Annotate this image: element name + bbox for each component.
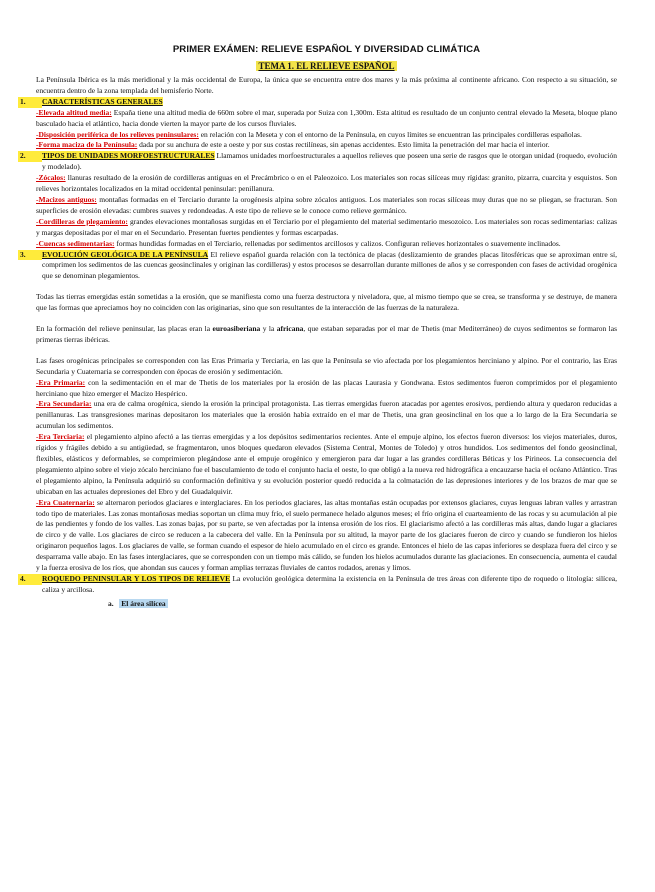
section-heading: EVOLUCIÓN GEOLÓGICA DE LA PENÍNSULA	[42, 249, 209, 259]
list-item: -Macizos antiguos: montañas formadas en el Terciario durante la orogénesis alpina sobre zócalos antiguos. Los materiales son rocas silíceas muy duras que no se pliegan, se fracturan. Son superficies de erosión elevadas: cumbres suaves y redondeadas. A este tipo de relieve se le conoce como relieve germánico.	[36, 194, 617, 215]
list-item: -Era Cuaternaria: se alternaron periodos glaciares e interglaciares. En los periodos glaciares, las altas montañas están ocupadas por extensos glaciares, cuyas lenguas labran valles y arrastran todo tipo de materiales. Las zonas montañosas medias soportan un clima muy frío, el suelo permanece helado algunos meses; el frío origina el cuarteamiento de las rocas y su acumulación al pie de las pendientes y fondo de los valles. Las zonas bajas, por su parte, se ven afectadas por la intensa erosión de los ríos. El glaciarismo afectó a las cordilleras más altas, dando lugar a glaciares de circo y de valle. Los glaciares de circo se reducen a la cabecera del valle. En la Península por su altitud, la mayor parte de los glaciares fueron de circo y cuando se fundieron los hielos originaron pequeños lagos. Los glaciares de valle, se forman cuando el espesor de hielo acumulado en el circo es grande. Entonces el hielo de las capas inferiores se desplaza fuera del circo y se desparrama valle abajo. En las fases interglaciares, que se corresponden con un tiempo más cálido, se funden los hielos acumulados durante las glaciaciones. En consecuencia, aumenta el caudal y la fuerza erosiva de los ríos, que ahondan sus cauces y forman amplias terrazas fluviales de cantos rodados, arenas y limos.	[36, 497, 618, 573]
section-number: 2.	[18, 151, 42, 162]
document-title: PRIMER EXÁMEN: RELIEVE ESPAÑOL Y DIVERSIDAD CLIMÁTICA	[172, 44, 481, 55]
section-number: 3.	[18, 250, 42, 261]
list-item: -Elevada altitud media: España tiene una altitud media de 660m sobre el mar, superada por Suiza con 1,300m. Esta altitud es resultado de un conjunto central elevado la Meseta, bloque plano basculado hacia el atlántico, hacia donde vierten la mayor parte de los cursos fluviales.	[36, 107, 618, 128]
list-item: -Forma maciza de la Península: dada por su anchura de este a oeste y por sus costas rectilíneas, sin apenas accidentes. Esto limita la penetración del mar hacia el interior.	[36, 140, 550, 150]
paragraph: Todas las tierras emergidas están sometidas a la erosión, que se manifiesta como una fuerza destructora y niveladora, que, al mismo tiempo que se crea, se transforma y se destruye, de manera que las formas que apreciamos hoy no coinciden con las originarias, sino que son resultantes de la interacción de las fuerzas de la naturaleza.	[36, 292, 617, 313]
section-1	[20, 96, 617, 108]
paragraph: En la formación del relieve peninsular, las placas eran la euroasiberiana y la africana, que estaban separadas por el mar de Thetis (mar Mediterráneo) de cuyos sedimentos se formaron las primeras tierras ibéricas.	[36, 324, 617, 344]
section-heading: TIPOS DE UNIDADES MORFOESTRUCTURALES	[42, 151, 215, 161]
list-item: -Cordilleras de plegamiento: grandes elevaciones montañosas surgidas en el Terciario por el plegamiento del material sedimentario mesozoico. Los materiales son rocas sedimentarias: calizas y margas depositadas por el mar en el Secundario. Presentan fuertes pendientes y formas escarpadas.	[36, 216, 617, 237]
intro-paragraph: La Península Ibérica es la más meridional y la más occidental de Europa, la única que se encuentra entre dos mares y la más próxima al continente africano. Con respecto a su situación, se encuentra dentro de la zona templada del hemisferio Norte.	[36, 75, 617, 95]
section-number: 4.	[18, 574, 42, 585]
list-item: -Era Secundaria: una era de calma orogénica, siendo la erosión la principal protagonista. Las tierras emergidas fueron atacadas por agentes erosivos, perdiendo altura y quedaron reducidas a penillanuras. Las transgresiones marinas depositaron los materiales que la erosión había extraído en el mar de Thetis, una gran geosinclinal en los que a lo largo de la Era Secundaria se acumulan los sedimentos.	[36, 399, 617, 431]
section-number: 1.	[18, 97, 42, 108]
section-heading: CARACTERÍSTICAS GENERALES	[42, 96, 163, 106]
list-item: -Disposición periférica de los relieves peninsulares: en relación con la Meseta y con el entorno de la Península, en cuyos límites se encuentran las principales cordilleras españolas.	[36, 129, 582, 139]
list-item: -Era Terciaria: el plegamiento alpino afectó a las tierras emergidas y a los depósitos sedimentarios recientes. Ante el empuje alpino, los efectos fueron diversos: los viejos materiales, duros, rígidos y frágiles debido a su antigüedad, se fragmentaron, unos bloques quedaron elevados (Sistema Central, Montes de Toledo) y otros hundidos. Los sedimentos del fondo geosinclinal, flexibles, elásticos y deformables, se comprimieron plegándose ante el empuje orogénico y emergieron para dar lugar a las grandes cordilleras Béticas y los Pirineos. La consecuencia del plegamiento alpino sobre el viejo zócalo herciniano fue el basculamiento de todo el conjunto hacia el oeste, lo que obligó a la nueva red hidrográfica a encauzarse hacia el océano Atlántico. Tras el plegamiento alpino, la Península adquirió su conformación definitiva y su evolución posterior quedó reducida a la colmatación de las depresiones interiores y de los brazos de mar que se ubicaban en las actuales depresiones del Ebro y del Guadalquivir.	[36, 432, 618, 496]
section-3: 3. EVOLUCIÓN GEOLÓGICA DE LA PENÍNSULA El relieve español guarda relación con la tectónica de placas (deslizamiento de grandes placas litosféricas que se aproximan entre sí, comprimen los sedimentos de las cuencas geosinclinales y originan las cordilleras) y estos procesos se desarrollan durante millones de años y se corresponden con fases de actividad orogénica que se denominan plegamientos.	[20, 249, 617, 281]
section-heading: ROQUEDO PENINSULAR Y LOS TIPOS DE RELIEVE	[42, 573, 231, 583]
section-2: 2. TIPOS DE UNIDADES MORFOESTRUCTURALES Llamamos unidades morfoestructurales a aquellos relieves que poseen una serie de rasgos que le otorgan unidad (roquedo, evolución y modelado).	[20, 151, 617, 172]
list-item: -Era Primaria: con la sedimentación en el mar de Thetis de los materiales por la erosión de las placas Laurasia y Gondwana. Estos sedimentos fueron comprimidos por el plegamiento herciniano que hizo emerger el Macizo Hespérico.	[36, 377, 618, 398]
topic-title: TEMA 1. EL RELIEVE ESPAÑOL	[258, 61, 395, 71]
subsection-a: a. El área silícea	[108, 598, 166, 608]
section-4: 4. ROQUEDO PENINSULAR Y LOS TIPOS DE RELIEVE La evolución geológica determina la existencia en la Península de tres áreas con diferente tipo de roquedo o litología: silícea, caliza y arcillosa.	[20, 573, 617, 594]
list-item: -Cuencas sedimentarias: formas hundidas formadas en el Terciario, rellenadas por sedimentos arcillosos y calizos. Configuran relieves horizontales o suavemente inclinados.	[36, 238, 561, 248]
list-item: -Zócalos: llanuras resultado de la erosión de cordilleras antiguas en el Precámbrico o en el Paleozoico. Los materiales son rocas silíceas muy rígidas: granito, pizarra, cuarcita y esquistos. Son relieves horizontales localizados en la mitad occidental peninsular: penillanura.	[36, 173, 617, 194]
document-page	[0, 44, 655, 892]
paragraph: Las fases orogénicas principales se corresponden con las Eras Primaria y Terciaria, en las que la Península se vio afectada por los plegamientos herciniano y alpino. Por el contrario, las Eras Secundaria y Cuaternaria se corresponden con épocas de erosión y sedimentación.	[36, 355, 617, 376]
